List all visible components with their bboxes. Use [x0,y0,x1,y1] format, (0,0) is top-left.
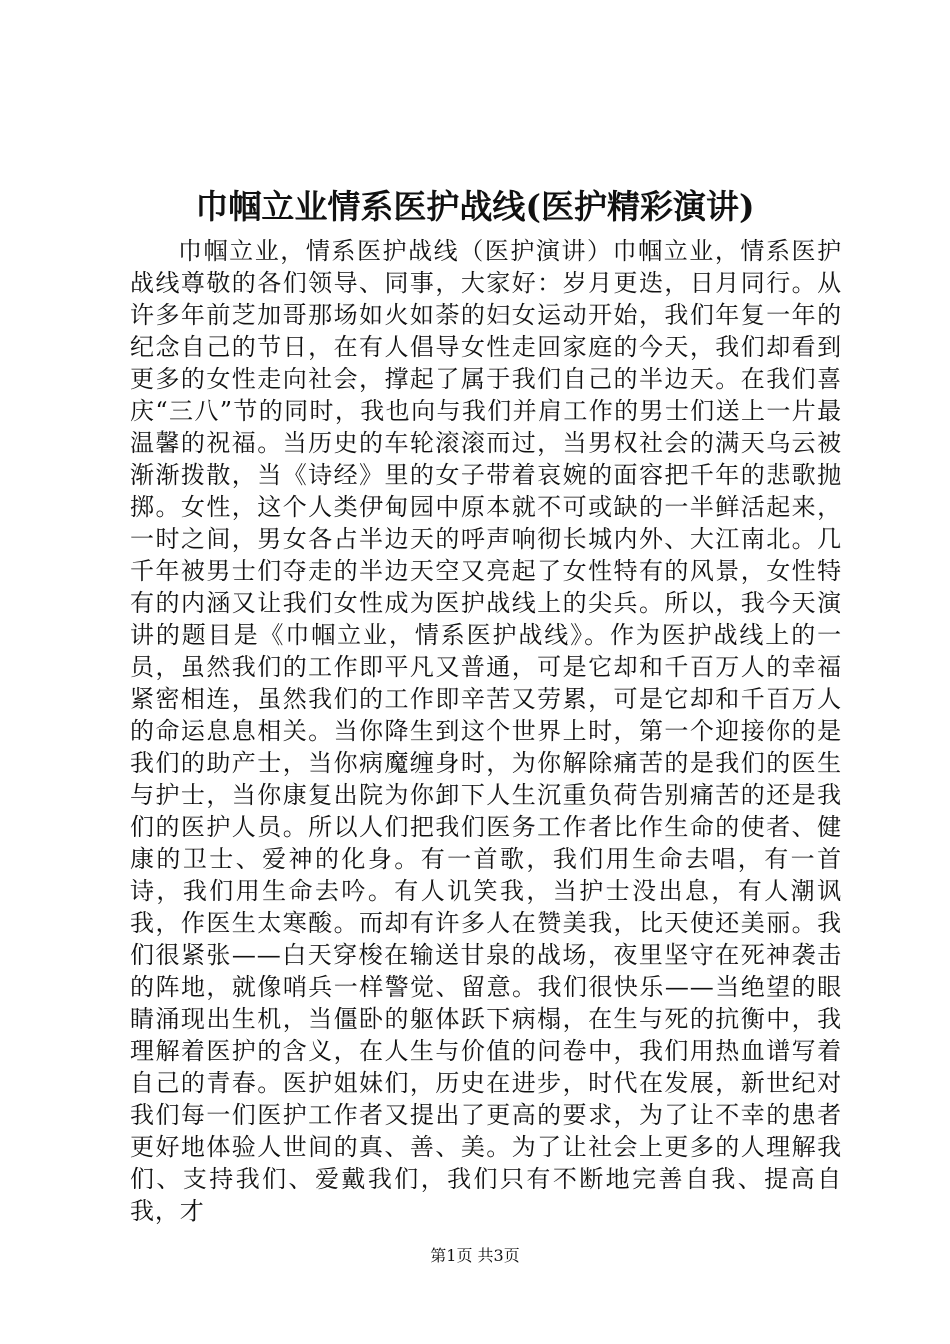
page-footer: 第1页 共3页 [430,1246,520,1265]
document-title: 巾帼立业情系医护战线(医护精彩演讲) [195,187,755,226]
document-body: 巾帼立业，情系医护战线（医护演讲）巾帼立业，情系医护战线尊敬的各们领导、同事，大家好：岁月更迭，日月同行。从许多年前芝加哥那场如火如荼的妇女运动开始，我们年复一年的纪念自己的节日，在有人倡导女性走回家庭的今天，我们却看到更多的女性走向社会，撑起了属于我们自己的半边天。在我们喜庆“三八”节的同时，我也向与我们并肩工作的男士们送上一片最温馨的祝福。当历史的车轮滚滚而过，当男权社会的满天乌云被渐渐拨散，当《诗经》里的女子带着哀婉的面容把千年的悲歌抛掷。女性，这个人类伊甸园中原本就不可或缺的一半鲜活起来，一时之间，男女各占半边天的呼声响彻长城内外、大江南北。几千年被男士们夺走的半边天空又亮起了女性特有的风景，女性特有的内涵又让我们女性成为医护战线上的尖兵。所以，我今天演讲的题目是《巾帼立业，情系医护战线》。作为医护战线上的一员，虽然我们的工作即平凡又普通，可是它却和千百万人的幸福紧密相连，虽然我们的工作即辛苦又劳累，可是它却和千百万人的命运息息相关。当你降生到这个世界上时，第一个迎接你的是我们的助产士，当你病魔缠身时，为你解除痛苦的是我们的医生与护士，当你康复出院为你卸下人生沉重负荷告别痛苦的还是我们的医护人员。所以人们把我们医务工作者比作生命的使者、健康的卫士、爱神的化身。有一首歌，我们用生命去唱，有一首诗，我们用生命去吟。有人讥笑我，当护士没出息，有人潮讽我，作医生太寒酸。而却有许多人在赞美我，比天使还美丽。我们很紧张——白天穿梭在输送甘泉的战场，夜里坚守在死神袭击的阵地，就像哨兵一样警觉、留意。我们很快乐——当绝望的眼睛涌现出生机，当僵卧的躯体跃下病榻，在生与死的抗衡中，我理解着医护的含义，在人生与价值的问卷中，我们用热血谱写着自己的青春。医护姐妹们，历史在进步，时代在发展，新世纪对我们每一们医护工作者又提出了更高的要求，为了让不幸的患者更好地体验人世间的真、善、美。为了让社会上更多的人理解我们、支持我们、爱戴我们，我们只有不断地完善自我、提高自我，才 [130,237,842,1225]
